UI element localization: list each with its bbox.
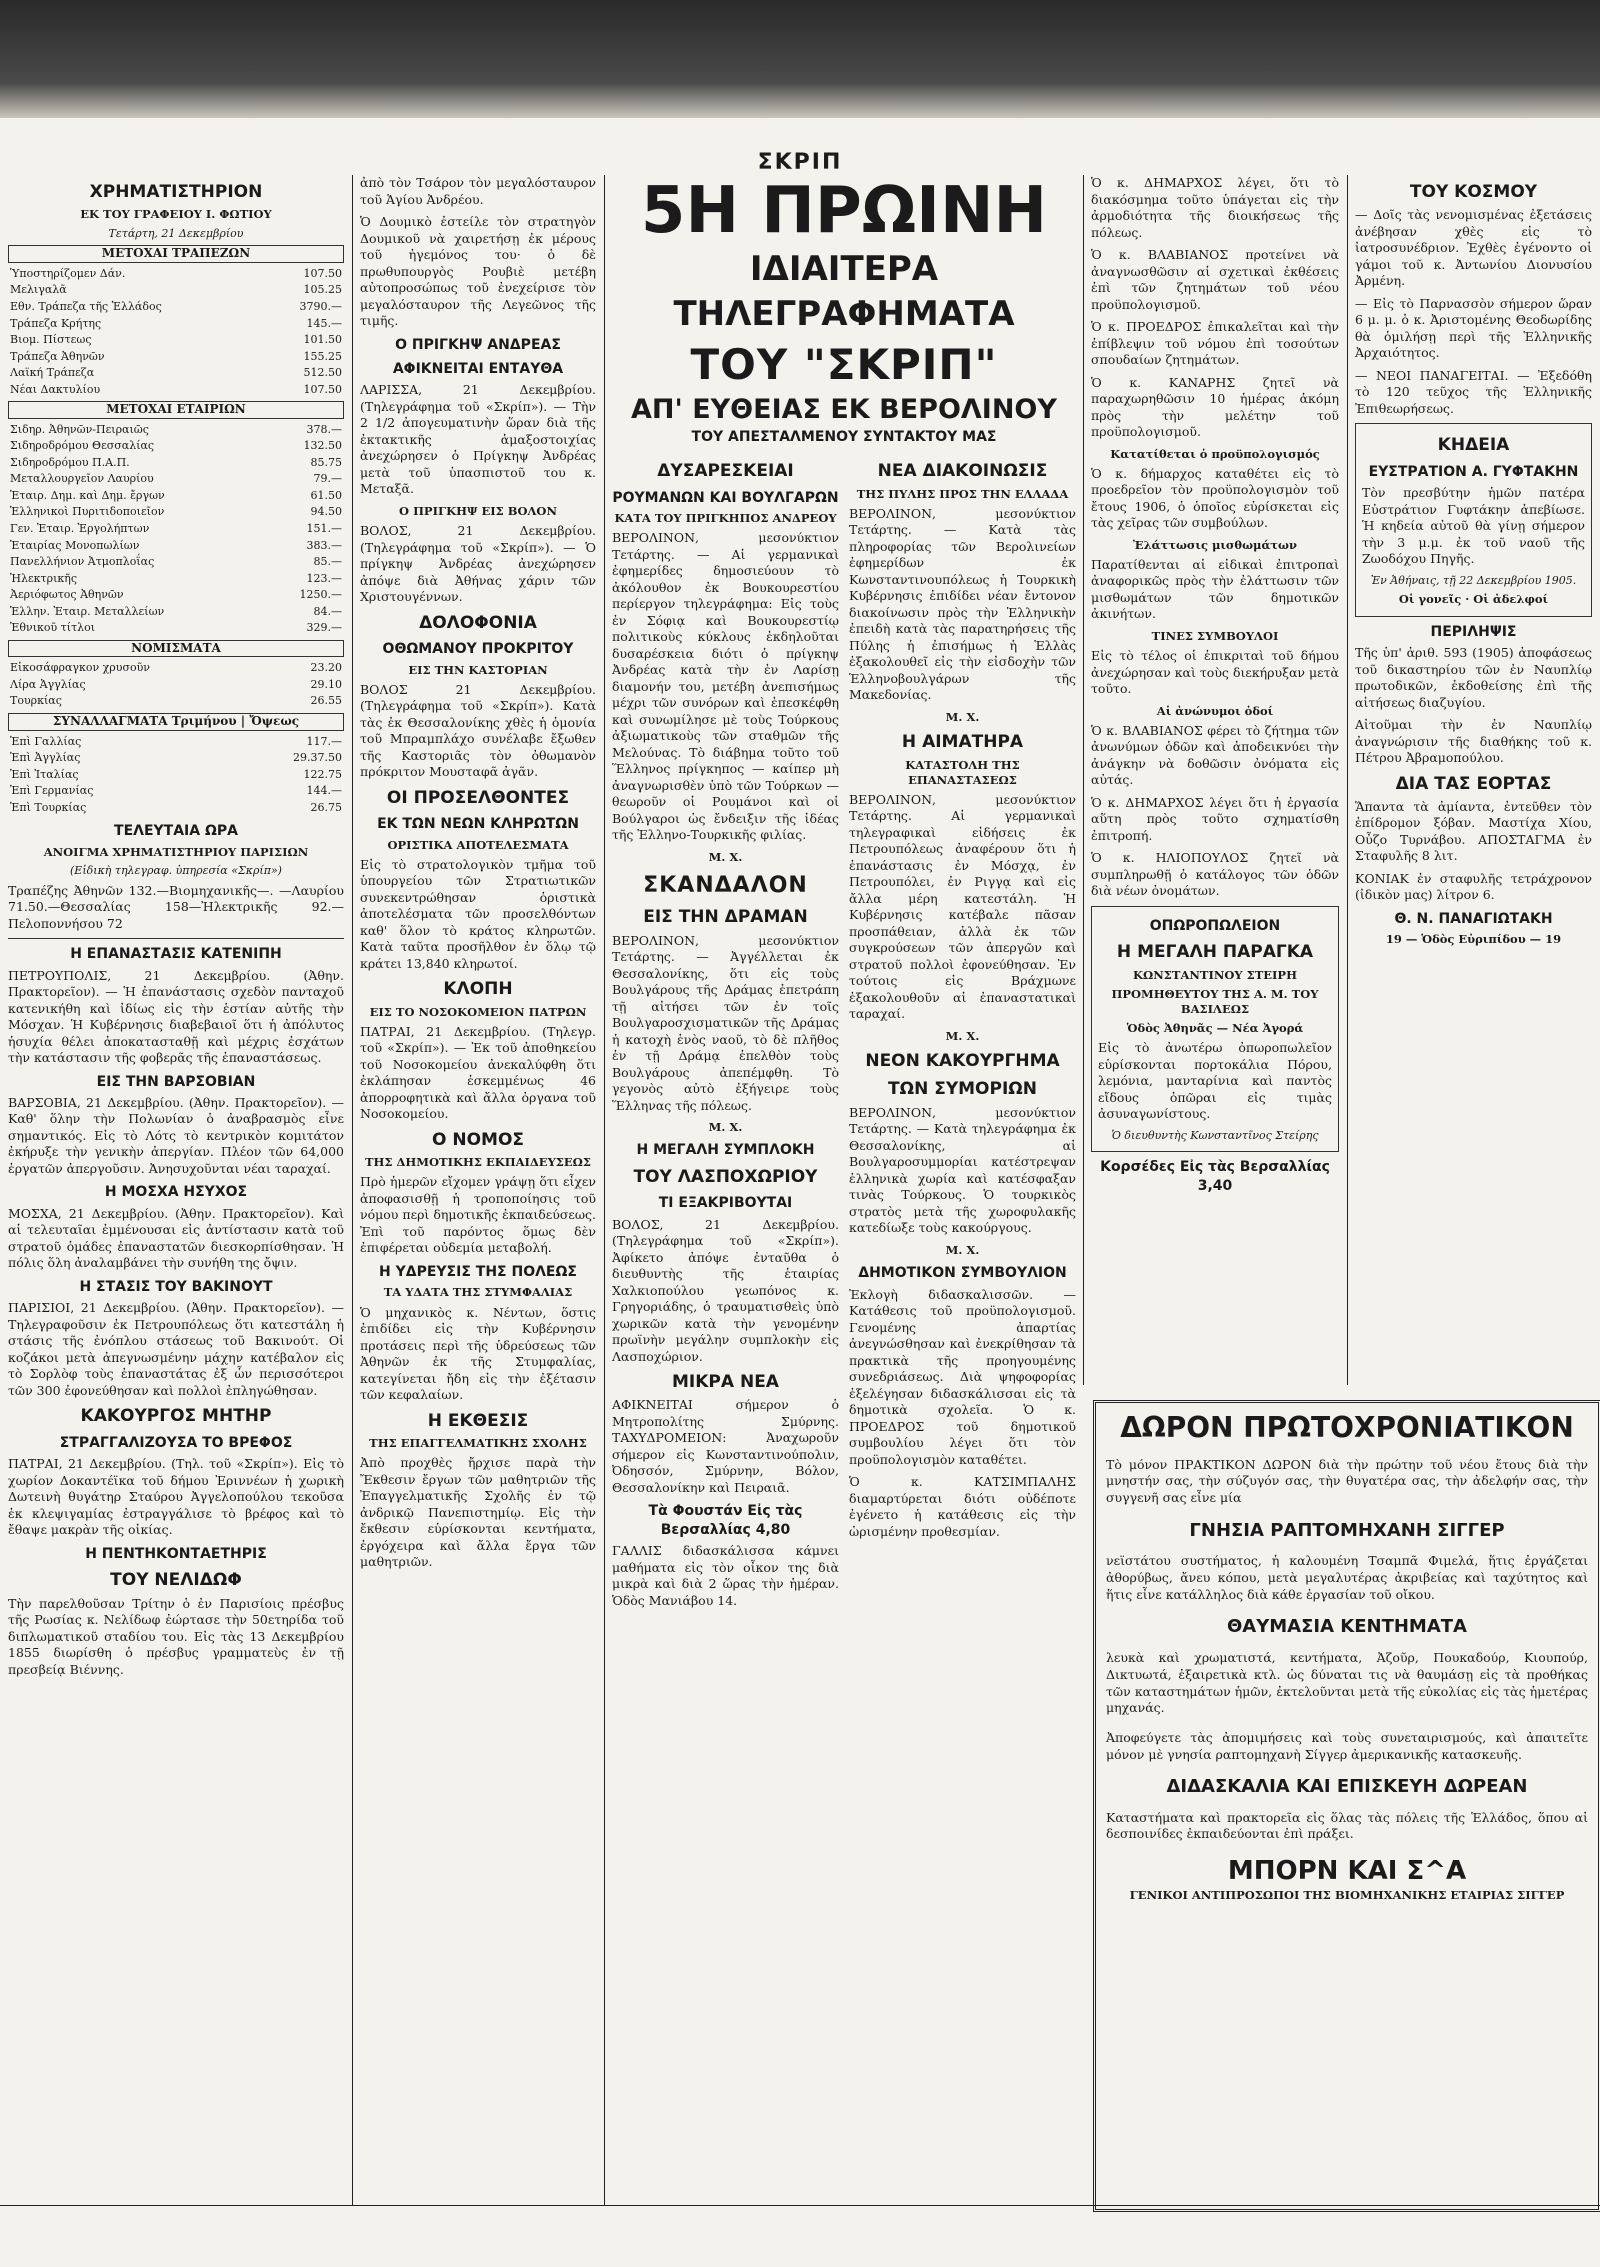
- article-body: ΑΦΙΚΝΕΙΤΑΙ σήμερον ὁ Μητροπολίτης Σμύρνης. ΤΑΧΥΔΡΟΜΕΙΟΝ: Ἀναχωροῦν σήμερον εἰς Κωνσταντινούπολιν, Ὀδησσόν, Σμύρνην, Βόλον, Θεσσαλονίκην καὶ Πειραιᾶ.: [612, 1397, 839, 1495]
- table-row: Τουρκίας 26.55: [10, 694, 342, 708]
- notice-date: Ἐν Ἀθήναις, τῇ 22 Δεκεμβρίου 1905.: [1370, 573, 1577, 587]
- table-row: Ἠλεκτρικῆς 123.—: [10, 571, 342, 585]
- table-row: Ἑλλην. Ἐταιρ. Μεταλλείων 84.—: [10, 604, 342, 618]
- headline: ΚΛΟΠΗ: [443, 979, 513, 1000]
- article-body: Ὁ μηχανικὸς κ. Νέντων, ὅστις ἐπιδίδει εἰς τὴν Κυβέρνησιν προτάσεις περὶ τῆς ὑδρεύσεως τῶν Ἀθηνῶν ἐκ τῆς Στυμφαλίας, κατεγίνεται ἤδη εἰς τὴν ἐξέτασιν τῶν κεφαλαίων.: [360, 1304, 596, 1403]
- subheadline: ΤΑ ΥΔΑΤΑ ΤΗΣ ΣΤΥΜΦΑΛΙΑΣ: [383, 1285, 573, 1300]
- shop-address: 19 — Ὁδὸς Εὐριπίδου — 19: [1385, 932, 1562, 947]
- headline: ΔΙΑ ΤΑΣ ΕΟΡΤΑΣ: [1395, 773, 1552, 794]
- subheadline: ΤΗΣ ΠΥΛΗΣ ΠΡΟΣ ΤΗΝ ΕΛΛΑΔΑ: [856, 486, 1069, 501]
- article-body: Ὁ κ. ΠΡΟΕΔΡΟΣ ἐπικαλεῖται καὶ τὴν ἐπίβλεψιν τοῦ νόμου ἐπὶ τοσούτων σπουδαίων ζητημάτων.: [1091, 319, 1339, 367]
- ad-title: ΔΩΡΟΝ ΠΡΩΤΟΧΡΟΝΙΑΤΙΚΟΝ: [1120, 1411, 1574, 1444]
- deceased-name: ΕΥΣΤΡΑΤΙΟΝ Α. ΓΥΦΤΑΚΗΝ: [1368, 463, 1579, 480]
- article-body: Ὁ κ. ΒΛΑΒΙΑΝΟΣ προτείνει νὰ ἀναγνωσθῶσιν αἱ σχετικαὶ ἐκθέσεις ἐπὶ τῶν ζητημάτων τοῦ νέου προϋπολογισμοῦ.: [1091, 247, 1339, 312]
- subheadline: ΤΙΝΕΣ ΣΥΜΒΟΥΛΟΙ: [1151, 628, 1279, 643]
- headline: Ο ΝΟΜΟΣ: [431, 1129, 525, 1150]
- table-row: Εθν. Τράπεζα τῆς Ἑλλάδος 3790.—: [10, 299, 342, 313]
- table-row: Ἐπὶ Γαλλίας 117.—: [10, 734, 342, 748]
- article-body: ΒΟΛΟΣ 21 Δεκεμβρίου. (Τηλεγράφημα τοῦ «Σκρίπ»). Κατὰ τὰς ἐκ Θεσσαλονίκης χθὲς ἡ ὁμονία τοῦ Μπραμπλάχο συνέλαβε ἔξωθεν τῆς Καστοριᾶς τὸν ὀθωμανὸν πρόκριτον Μουσταφᾶ ἀγᾶν.: [360, 681, 596, 780]
- article-body: ΠΑΤΡΑΙ, 21 Δεκεμβρίου. (Τηλεγρ. τοῦ «Σκρίπ»). — Ἐκ τοῦ ἀποθηκείου τοῦ Νοσοκομείου ἀνεκαλύφθη ὅτι ἐκλάπησαν ἐσκεμμένως 46 ἀπορροφητικὰ καὶ ἄλλα ὀργανα τοῦ Νοσοκομείου.: [360, 1023, 596, 1122]
- ad-title: ΟΠΩΡΟΠΩΛΕΙΟΝ: [1149, 917, 1281, 934]
- shop-name: Θ. Ν. ΠΑΝΑΓΙΩΤΑΚΗ: [1394, 910, 1553, 927]
- subheadline: ΕΙΣ ΤΟ ΝΟΣΟΚΟΜΕΙΟΝ ΠΑΤΡΩΝ: [369, 1004, 587, 1019]
- article-body: — ΝΕΟΙ ΠΑΝΑΓΕΙΤΑΙ. — Ἐξεδόθη τὸ 120 τεῦχος τῆς Ἑλληνικῆς Ἐπιθεωρήσεως.: [1355, 367, 1592, 416]
- ad-body: νεϊστάτου συστήματος, ἡ καλουμένη Τσαμπᾶ Φιμελά, ἥτις ἐργάζεται ἀθορύβως, ἄνευ κόπου, μετὰ μεγαλυτέρας ἀκριβείας καὶ ταχύτητος καὶ ἥτις εἶνε κατάλληλος διὰ κάθε ἐργασίαν τοῦ οἴκου.: [1106, 1553, 1588, 1602]
- headline: Η ΥΔΡΕΥΣΙΣ ΤΗΣ ΠΟΛΕΩΣ: [379, 1263, 577, 1280]
- section-title: ΙΔΙΑΙΤΕΡΑ ΤΗΛΕΓΡΑΦΗΜΑΤΑ: [673, 249, 1015, 334]
- ad-brand-subtitle: ΓΕΝΙΚΟΙ ΑΝΤΙΠΡΟΣΩΠΟΙ ΤΗΣ ΒΙΟΜΗΧΑΝΙΚΗΣ ΕΤΑΙΡΙΑΣ ΣΙΓΓΕΡ: [1129, 1887, 1565, 1902]
- column-rule: [1083, 175, 1084, 1385]
- headline: ΤΟΥ ΚΟΣΜΟΥ: [1409, 182, 1538, 202]
- table-row: Ἐταιρ. Δημ. καὶ Δημ. ἔργων 61.50: [10, 488, 342, 502]
- headline: ΝΕΟΝ ΚΑΚΟΥΡΓΗΜΑ: [865, 1051, 1060, 1072]
- article-body: ΒΟΛΟΣ, 21 Δεκεμβρίου. (Τηλεγράφημα τοῦ «Σκρίπ»). Ἀφίκετο ἀπόψε ἐνταῦθα ὁ διευθυντὴς τῆς ἑταιρίας Χαλκιοπούλου γεωπόνος κ. Γρηγοριάδης, ὁ τραυματισθεὶς ὑπὸ χωρικῶν κατὰ τὴν γενομένην πρωϊνὴν μεγάλην συμπλοκὴν εἰς Λασποχώριον.: [612, 1216, 839, 1364]
- headline: ΟΙ ΠΡΟΣΕΛΘΟΝΤΕΣ: [386, 787, 570, 808]
- ad-body: λευκὰ καὶ χρωματιστά, κεντήματα, Ἀζοῦρ, Πουκαδούρ, Κιουπούρ, Δικτυωτά, ἐξαιρετικὰ κτλ. ὡς δύναται τις νὰ θαυμάσῃ εἰς τὰ προθήκας τῶν καταστημάτων ἡμῶν, ἐκτελοῦνται μετὰ τῆς εὐκολίας εἰς τὰς ἡμετέρας μηχανάς.: [1106, 1649, 1588, 1716]
- table-row: Τράπεζα Κρήτης 145.—: [10, 316, 342, 330]
- classified-ad: ΓΑΛΛΙΣ διδασκάλισσα κάμνει μαθήματα εἰς τὸν οἶκον της διὰ μικρὰ καὶ διὰ 2 ὥρας τὴν ἡμέραν. Ὁδὸς Μανιάβου 14.: [612, 1543, 839, 1608]
- article-body: — Εἰς τὸ Παρνασσὸν σήμερον ὥραν 6 μ. μ. ὁ κ. Ἀριστομένης Θεοδωρίδης θὰ ὁμιλήσῃ περὶ τῆς Ἑλληνικῆς Ἀρχαιότητος.: [1355, 295, 1592, 361]
- article-body: Πρὸ ἡμερῶν εἴχομεν γράψῃ ὅτι εἶχεν ἀποφασισθῇ ἡ τροποποίησις τοῦ νόμου περὶ δημοτικῆς ἐκπαιδεύσεως. Ἐπὶ τοῦ παρόντος ὅμως δὲν ἐπιφέρεται οὐδεμία μεταβολή.: [360, 1174, 596, 1256]
- subheadline: Ἐλάττωσις μισθωμάτων: [1133, 537, 1297, 552]
- table-row: Εἰκοσάφραγκον χρυσοῦν 23.20: [10, 661, 342, 675]
- byline: Μ. Χ.: [708, 1120, 743, 1134]
- companies-table: [8, 422, 344, 637]
- article-body: Παρατίθενται αἱ εἰδικαὶ ἐπιτροπαὶ ἀναφορικῶς πρὸς τὴν ἐλάττωσιν τῶν μισθωμάτων τῶν δημοτικῶν ἀκινήτων.: [1091, 556, 1339, 622]
- table-row: Ἐθνικοῦ τίτλοι 329.—: [10, 621, 342, 635]
- center-right-column: [849, 454, 1076, 1615]
- table-row: Πανελλήνιον Ἀτμοπλοΐας 85.—: [10, 555, 342, 569]
- table-row: Σιδηρ. Ἀθηνῶν-Πειραιῶς 378.—: [10, 422, 342, 436]
- article-body: ΠΑΡΙΣΙΟΙ, 21 Δεκεμβρίου. (Ἀθην. Πρακτορεῖον). — Τηλεγραφοῦσιν ἐκ Πετρουπόλεως ὅτι κατεστάλη ἡ στάσις τῆς ἐνόπλου στάσεως τοῦ Βακινούτ. Οἱ κοζάκοι μετὰ ἀπεγνωσμένην μάχην κατέβαλον εἰς τὸ Σορλὸφ τοὺς ἐπαναστάτας ἐξ ὧν περισσότεροι τῶν 300 ἐφονεύθησαν καὶ πολλοὶ ἐπληγώθησαν.: [8, 1300, 344, 1398]
- exchange-subtitle: ΕΚ ΤΟΥ ΓΡΑΦΕΙΟΥ Ι. ΦΩΤΙΟΥ: [80, 207, 272, 222]
- subheadline: ΑΦΙΚΝΕΙΤΑΙ ΕΝΤΑΥΘΑ: [392, 360, 564, 377]
- article-body: Εἰς τὸ στρατολογικὸν τμῆμα τοῦ ὑπουργείου τῶν Στρατιωτικῶν συνεκεντρώθησαν ὁριστικὰ ἀποτελέσματα τῶν προσελθόντων καθ' ὅλον τὸ κράτος κληρωτῶν. Κατὰ ταῦτα προσῆλθον ἐν ὅλῳ τῷ κράτει 13,840 κληρωτοί.: [360, 856, 596, 971]
- coins-table: [8, 660, 344, 710]
- ad-body: Εἰς τὸ ἀνωτέρω ὀπωροπωλεῖον εὑρίσκονται πορτοκάλια Πόρου, λεμόνια, μανταρίνια καὶ παντὸς εἴδους ὀπῶραι εἰς τιμὰς ἀσυναγωνίστους.: [1098, 1040, 1332, 1122]
- fx-heading: ΣΥΝΑΛΛΑΓΜΑΤΑ Τριμήνου | Ὄψεως: [8, 713, 344, 731]
- subheadline: ΟΡΙΣΤΙΚΑ ΑΠΟΤΕΛΕΣΜΑΤΑ: [387, 837, 569, 852]
- article-body: — Δοῖς τὰς νενομισμένας ἐξετάσεις ἀνέβησαν χθὲς εἰς τὸ ἰατροσυνέδριον. Ἐχθὲς ἐγένοντο οἱ γάμοι τοῦ κ. Ἀντωνίου Διονυσίου Ἀρμένη.: [1355, 207, 1592, 289]
- exchange-title: ΧΡΗΜΑΤΙΣΤΗΡΙΟΝ: [89, 182, 263, 202]
- fx-table: [8, 734, 344, 817]
- article-body: ΠΕΤΡΟΥΠΟΛΙΣ, 21 Δεκεμβρίου. (Ἀθην. Πρακτορεῖον). — Ἡ ἐπανάστασις σχεδὸν πανταχοῦ κατενικήθη καὶ ἰδίως εἰς τὴν ἑστίαν αὐτῆς τὴν Μόσχαν. Ἡ Κυβέρνησις διαβεβαιοῖ ὅτι ἡ ἀπόλυτος ἡσυχία θέλει ἀποκατασταθῇ καὶ μέχρις ἐσχάτων τὴν κατάστασιν τῆς φοβερᾶς τῆς ἐπαναστάσεως.: [8, 967, 344, 1066]
- coins-heading: ΝΟΜΙΣΜΑΤΑ: [8, 640, 344, 658]
- article-body: ΒΟΛΟΣ, 21 Δεκεμβρίου. (Τηλεγράφημα τοῦ «Σκρίπ»). — Ὁ πρίγκηψ Ἀνδρέας ἀνεχώρησεν ἀπόψε διὰ Ἀθήνας χάριν τῶν Χριστουγέννων.: [360, 523, 596, 605]
- table-row: Ἑλληνικοὶ Πυριτιδοποιεῖον 94.50: [10, 505, 342, 519]
- subheadline: ΤΟΥ ΛΑΣΠΟΧΩΡΙΟΥ: [633, 1166, 818, 1187]
- subheadline: ΤΩΝ ΣΥΜΟΡΙΩΝ: [888, 1079, 1037, 1100]
- article-body: ΛΑΡΙΣΣΑ, 21 Δεκεμβρίου. (Τηλεγράφημα τοῦ «Σκρίπ»). — Τὴν 2 1/2 ἀπογευματινὴν ὥραν διὰ τῆς ἐκτακτικῆς ἁμαξοστοιχίας ἀνεχώρησεν ὁ Πρίγκηψ Ἀνδρέας μετὰ τοῦ ὑπασπιστοῦ του κ. Μεταξᾶ.: [360, 382, 596, 497]
- article-body: Ὁ κ. ΔΗΜΑΡΧΟΣ λέγει, ὅτι τὸ διακόσμημα τοῦτο ὑπάγεται εἰς τὴν ἀρμοδιότητα τῆς διοικήσεως τῆς πόλεως.: [1091, 175, 1339, 240]
- article-body: Τῆς ὑπ' ἀριθ. 593 (1905) ἀποφάσεως τοῦ δικαστηρίου τῶν ἐν Ναυπλίῳ πρωτοδικῶν, ἐκδοθείσης ἐπὶ τῆς αἰτήσεως διαζυγίου.: [1355, 645, 1592, 710]
- table-row: Ἐπὶ Ἀγγλίας 29.37.50: [10, 751, 342, 765]
- headline: ΜΙΚΡΑ ΝΕΑ: [672, 1372, 779, 1393]
- scanned-top-edge: [0, 0, 1600, 118]
- subheadline: ΤΗΣ ΔΗΜΟΤΙΚΗΣ ΕΚΠΑΙΔΕΥΣΕΩΣ: [364, 1155, 592, 1170]
- table-row: Νέαι Δακτυλίου 107.50: [10, 382, 342, 396]
- last-hour-body: Τραπέζης Ἀθηνῶν 132.—Βιομηχανικῆς—. —Λαυρίου 71.50.—Θεσσαλίας 158—Ἠλεκτρικῆς 92.— Πελοποννήσου 72: [8, 882, 344, 931]
- article-body: Ὁ κ. ΔΗΜΑΡΧΟΣ λέγει ὅτι ἡ ἐργασία αὕτη πρὸς τοῦτο σχηματίσθη ἐπιτροπή.: [1091, 794, 1339, 843]
- ad-heading: ΘΑΥΜΑΣΙΑ ΚΕΝΤΗΜΑΤΑ: [1226, 1616, 1467, 1638]
- masthead: ΣΚΡΙΠ: [757, 150, 843, 175]
- article-body: ΒΕΡΟΛΙΝΟΝ, μεσονύκτιον Τετάρτης. — Αἱ γερμανικαὶ ἐφημερίδες δημοσιεύουν τὸ ἀκόλουθον ἐκ Βουκουρεστίου περίεργον τηλεγράφημα: Εἰς τοὺς ἐν Σόφιᾳ καὶ Βουκουρεστίῳ πολιτικοὺς κύκλους ἐκδηλοῦται δυσαρέσκεια διότι ὁ πρίγκηψ Ἀνδρέας κατὰ τὴν ἐν Λαρίσῃ διαμονήν του, μετέβη ἀνεπισήμως μέχρι τῶν συνόρων καὶ ἐπεσκέφθη καὶ συνωμίλησε μὲ τοὺς Τούρκους ἀξιωματικοὺς τῶν σταθμῶν τῆς Μελούνας. Τὸ διάβημα τοῦτο τοῦ Ἕλληνος πρίγκηπος — καίπερ μὴ ἀναγνωρισθὲν ὑπὸ τῶν Τούρκων — θεωροῦν οἱ Ρουμάνοι καὶ οἱ Βούλγαροι ὡς ἔνδειξιν τῆς ἰδέας τῆς Ἑλληνο-Τουρκικῆς φιλίας.: [612, 530, 839, 843]
- section-title: ΤΟΥ "ΣΚΡΙΠ": [690, 339, 998, 389]
- byline: Μ. Χ.: [945, 1028, 980, 1043]
- headline: ΠΕΡΙΛΗΨΙΣ: [1430, 623, 1517, 640]
- article-body: ΒΕΡΟΛΙΝΟΝ, μεσονύκτιον Τετάρτης. — Κατὰ τηλεγράφημα ἐκ Θεσσαλονίκης, αἱ Βουλγαροσυμμορίαι κατέστρεψαν ἑλληνικὰ χωρία καὶ κατέσφαξαν τινὰς Τούρκους. Ὁ τουρκικὸς στρατὸς μετὰ τῆς χωροφυλακῆς κατεδίωξε τοὺς κακούργους.: [849, 1104, 1076, 1236]
- column-1: [8, 175, 344, 1684]
- headline: Η ΜΟΣΧΑ ΗΣΥΧΟΣ: [104, 1184, 248, 1201]
- article-body: ΜΟΣΧΑ, 21 Δεκεμβρίου. (Ἀθην. Πρακτορεῖον). Καὶ αἱ τελευταῖαι ἐμμένουσαι εἰς ἀντίστασιν κατὰ τοῦ στρατοῦ ὁμάδες ἐπαναστατῶν διεσκορπίσθησαν. Ἡ πόλις ὅλη ἀναλαμβάνει τὴν συνήθη της ὄψιν.: [8, 1205, 344, 1271]
- subheadline: ΚΑΤΑΣΤΟΛΗ ΤΗΣ ΕΠΑΝΑΣΤΑΣΕΩΣ: [905, 757, 1020, 787]
- subheadline: Κατατίθεται ὁ προϋπολογισμός: [1110, 446, 1320, 461]
- headline: Ο ΠΡΙΓΚΗΨ ΑΝΔΡΕΑΣ: [395, 336, 561, 353]
- article-body: Ἅπαντα τὰ ἀμίαντα, ἐντεῦθεν τὸν ἐπίδρομον ξόβαν. Μαστίχα Χίου, Οὖζο Τυρνάβου. ΑΠΟΣΤΑΓΜΑ ἐν Σταφυλῆς 8 λιτ.: [1355, 798, 1592, 864]
- article-body: Ὁ κ. ΗΛΙΟΠΟΥΛΟΣ ζητεῖ νὰ συμπληρωθῇ ὁ κατάλογος τῶν ὁδῶν διὰ νέων ὀνομάτων.: [1091, 850, 1339, 899]
- table-row: Σιδηροδρόμου Θεσσαλίας 132.50: [10, 439, 342, 453]
- table-row: Ὑποστηρίζομεν Δάν. 107.50: [10, 266, 342, 280]
- headline: ΣΚΑΝΔΑΛΟΝ: [643, 873, 808, 899]
- subheadline: ΤΙ ΕΞΑΚΡΙΒΟΥΤΑΙ: [658, 1195, 793, 1212]
- fruit-shop-ad: [1091, 906, 1339, 1153]
- table-row: Σιδηροδρόμου Π.Α.Π. 85.75: [10, 455, 342, 469]
- headline: ΚΑΚΟΥΡΓΟΣ ΜΗΤΗΡ: [80, 1406, 272, 1427]
- headline: ΔΟΛΟΦΟΝΙΑ: [419, 612, 537, 633]
- ad-heading: ΔΙΔΑΣΚΑΛΙΑ ΚΑΙ ΕΠΙΣΚΕΥΗ ΔΩΡΕΑΝ: [1166, 1776, 1528, 1797]
- article-body: ΒΕΡΟΛΙΝΟΝ, μεσονύκτιον Τετάρτης. — Ἀγγέλλεται ἐκ Θεσσαλονίκης, ὅτι εἰς τοὺς Βουλγάρους τῆς Δράμας ἐπετράπη τῇ αἰτήσει τῶν ἐν τοῖς Βουλγαροσχισματικῶν τῆς Δράμας ἡ κατοχὴ ἑνὸς ναοῦ, τὸ δὲ πλῆθος ἐν τῇ Δράμᾳ ἐπελθὸν τοὺς Βουλγάρους ἀπεπέμφθη. Τὸ γεγονὸς αὐτὸ ἐξήγειρε τοὺς Ἕλληνας τῆς πόλεως.: [612, 932, 839, 1113]
- headline: Η ΣΤΑΣΙΣ ΤΟΥ ΒΑΚΙΝΟΥΤ: [79, 1278, 273, 1295]
- table-row: Ἐπὶ Τουρκίας 26.75: [10, 800, 342, 814]
- last-hour-note: (Εἰδικὴ τηλεγραφ. ὑπηρεσία «Σκρίπ»): [70, 864, 282, 878]
- column-rule: [1347, 175, 1348, 1385]
- headline: ΕΙΣ ΤΗΝ ΒΑΡΣΟΒΙΑΝ: [96, 1073, 256, 1090]
- ad-brand: ΜΠΟΡΝ ΚΑΙ Σ^Α: [1227, 1855, 1467, 1886]
- column-5: [1355, 175, 1592, 952]
- section-title: ΑΠ' ΕΥΘΕΙΑΣ ΕΚ ΒΕΡΟΛΙΝΟΥ: [631, 394, 1057, 426]
- table-row: Ἐταιρίας Μονοπωλίων 383.—: [10, 538, 342, 552]
- column-2: [360, 175, 596, 1577]
- ad-owner: ΚΩΝΣΤΑΝΤΙΝΟΥ ΣΤΕΙΡΗ: [1133, 967, 1297, 982]
- article-body: ΚΟΝΙΑΚ ἐν σταφυλῆς τετράχρονον (ἰδικὸν μας) λίτρον 6.: [1355, 870, 1592, 903]
- notice-signature: Οἱ γονεῖς · Οἱ ἀδελφοί: [1398, 592, 1549, 607]
- article-body: Τὴν παρελθοῦσαν Τρίτην ὁ ἐν Παρισίοις πρέσβυς τῆς Ρωσίας κ. Νελίδωφ ἐώρτασε τὴν 50ετηρίδα τοῦ διπλωματικοῦ σταδίου του. Εἰς τὰς 13 Δεκεμβρίου 1855 διωρίσθη ὁ πρέσβυς γραμματεὺς ἐν τῇ πρεσβείᾳ Βιέννης.: [8, 1595, 344, 1677]
- subheadline: ΤΟΥ ΝΕΛΙΔΩΦ: [110, 1570, 242, 1591]
- ad-name: Η ΜΕΓΑΛΗ ΠΑΡΑΓΚΑ: [1116, 942, 1314, 963]
- ad-body: Τὸ μόνον ΠΡΑΚΤΙΚΟΝ ΔΩΡΟΝ διὰ τὴν πρώτην τοῦ νέου ἔτους διὰ τὴν μνηστήν σας, τὴν σύζυγόν σας, τὴν θυγατέρα σας, τὴν ἀδελφήν σας, τὴν συγγενῆ σας εἶνε μία: [1106, 1456, 1588, 1506]
- article-body: ΠΑΤΡΑΙ, 21 Δεκεμβρίου. (Τηλ. τοῦ «Σκρίπ»). Εἰς τὸ χωρίον Δοκαντέϊκα τοῦ δήμου Ἐριννέων ἡ χωρικὴ Δωτεινὴ θυγάτηρ Σταύρου Ἀγγελοπούλου τεκοῦσα ἐκ κλεψιγαμίας ἐστραγγάλισε τὸ βρέφος καὶ τὸ ἔθαψε μακρὰν τῆς οἰκίας.: [8, 1456, 344, 1538]
- article-body: Ἀπὸ προχθὲς ἤρχισε παρὰ τὴν Ἔκθεσιν ἔργων τῶν μαθητριῶν τῆς Ἐπαγγελματικῆς Σχολῆς ἐν τῷ ἀνδρικῷ Πανεπιστημίῳ. Εἰς τὴν ἔκθεσιν εὑρίσκονται κεντήματα, ἐργόχειρα καὶ ἄλλα ἔργα τῶν μαθητριῶν.: [360, 1455, 596, 1570]
- table-row: Ἐπὶ Ἰταλίας 122.75: [10, 767, 342, 781]
- table-row: Βιομ. Πίστεως 101.50: [10, 333, 342, 347]
- subheadline: ΕΙΣ ΤΗΝ ΚΑΣΤΟΡΙΑΝ: [408, 662, 548, 677]
- ad-body: Ἀποφεύγετε τὰς ἀπομιμήσεις καὶ τοὺς συνεταιρισμούς, καὶ ἀπαιτεῖτε μόνον μὲ γνησία ραπτομηχανὴ Σίγγερ ἀμερικανικῆς κατασκευῆς.: [1106, 1729, 1588, 1762]
- ad-address: Ὁδὸς Ἀθηνᾶς — Νέα Ἀγορά: [1126, 1021, 1304, 1036]
- section-title: ΤΟΥ ΑΠΕΣΤΑΛΜΕΝΟΥ ΣΥΝΤΑΚΤΟΥ ΜΑΣ: [691, 428, 997, 445]
- subheadline: ΟΘΩΜΑΝΟΥ ΠΡΟΚΡΙΤΟΥ: [382, 641, 574, 658]
- table-row: Λαϊκή Τράπεζα 512.50: [10, 366, 342, 380]
- column-rule: [352, 175, 353, 2205]
- headline: Η ΕΚΘΕΣΙΣ: [427, 1410, 529, 1431]
- article-body: Ὁ Δουμικὸ ἐστείλε τὸν στρατηγὸν Δουμικοῦ νὰ χαιρετήσῃ ἐκ μέρους τοῦ ἡγεμόνος του· ὁ δὲ πρωθυπουργὸς Ρουβιὲ μετέβη αὐτοπροσώπως τοῦ ἐνεχείρισε τὸν μεγαλόσταυρον τῆς Λεγεῶνος τῆς τιμῆς.: [360, 214, 596, 328]
- subheadline: ΤΗΣ ΕΠΑΓΓΕΛΜΑΤΙΚΗΣ ΣΧΟΛΗΣ: [369, 1436, 587, 1451]
- ad-subtitle: ΠΡΟΜΗΘΕΥΤΟΥ ΤΗΣ Α. Μ. ΤΟΥ ΒΑΣΙΛΕΩΣ: [1111, 986, 1319, 1016]
- article-body: Ὁ κ. ΚΑΤΣΙΜΠΑΛΗΣ διαμαρτύρεται διότι οὐδέποτε ἐγένετο ἡ κατάθεσις εἰς τὴν ὡρισμένην προθεσμίαν.: [849, 1474, 1076, 1539]
- table-row: Ἐπὶ Γερμανίας 144.—: [10, 784, 342, 798]
- edition-banner: 5Η ΠΡΩΙΝΗ: [640, 174, 1048, 248]
- subheadline: Αἱ ἀνώνυμοι ὁδοί: [1156, 703, 1274, 718]
- ad-signature: Ὁ διευθυντὴς Κωνσταντῖνος Στείρης: [1111, 1128, 1319, 1142]
- last-hour-subheading: ΑΝΟΙΓΜΑ ΧΡΗΜΑΤΙΣΤΗΡΙΟΥ ΠΑΡΙΣΙΩΝ: [43, 844, 309, 859]
- byline: Μ. Χ.: [945, 709, 980, 724]
- column-rule: [604, 175, 605, 2205]
- banks-table: [8, 266, 344, 398]
- center-left-column: [612, 454, 839, 1615]
- table-row: Ἀεριόφωτος Ἀθηνῶν 1250.—: [10, 588, 342, 602]
- headline: ΝΕΑ ΔΙΑΚΟΙΝΩΣΙΣ: [877, 461, 1048, 482]
- subheadline: ΣΤΡΑΓΓΑΛΙΖΟΥΣΑ ΤΟ ΒΡΕΦΟΣ: [59, 1434, 293, 1451]
- article-body: Ὁ κ. ΒΛΑΒΙΑΝΟΣ φέρει τὸ ζήτημα τῶν ἀνωνύμων ὁδῶν καὶ ἀποδεικνύει τὴν ἀνάγκην νὰ δοθῶσιν ὀνόματα εἰς αὐτάς.: [1091, 722, 1339, 788]
- article-body: Αἰτοῦμαι τὴν ἐν Ναυπλίῳ ἀναγνώρισιν τῆς διαθήκης τοῦ κ. Πέτρου Ἀβραμοπούλου.: [1355, 717, 1592, 765]
- headline: ΔΗΜΟΤΙΚΟΝ ΣΥΜΒΟΥΛΙΟΝ: [858, 1265, 1067, 1282]
- table-row: Μελιγαλᾶ 105.25: [10, 283, 342, 297]
- byline: Μ. Χ.: [945, 1242, 980, 1257]
- article-body: Ὁ κ. ΚΑΝΑΡΗΣ ζητεῖ νὰ παραχωρηθῶσιν 10 ἡμέρας ἀκόμη πρὸς τὴν μελέτην τοῦ προϋπολογισμοῦ.: [1091, 374, 1339, 439]
- subheadline: ΚΑΤΑ ΤΟΥ ΠΡΙΓΚΗΠΟΣ ΑΝΔΡΕΟΥ: [614, 511, 837, 526]
- article-body: Ἐκλογὴ διδασκαλισσῶν. — Κατάθεσις τοῦ προϋπολογισμοῦ. Γενομένης ἀπαρτίας ἀνεγνώσθησαν καὶ ἐνεκρίθησαν τὰ πρακτικὰ τῆς προηγουμένης συνεδριάσεως. Διὰ ψηφοφορίας ἐξελέγησαν διδασκάλισσαι εἰς τὰ δημοτικὰ σχολεῖα. Ὁ κ. ΠΡΟΕΔΡΟΣ τοῦ δημοτικοῦ συμβουλίου λέγει ὅτι τὸν προϋπολογισμὸν καταθέτει.: [849, 1286, 1076, 1467]
- table-row: Μεταλλουργεῖον Λαυρίου 79.—: [10, 472, 342, 486]
- last-hour-heading: ΤΕΛΕΥΤΑΙΑ ΩΡΑ: [114, 823, 238, 840]
- headline: Η ΑΙΜΑΤΗΡΑ: [901, 732, 1024, 753]
- headline: ΔΥΣΑΡΕΣΚΕΙΑΙ: [657, 461, 794, 482]
- article-body: Εἰς τὸ τέλος οἱ ἐπικριταὶ τοῦ δήμου ἀνεχώρησαν καὶ τοὺς διεκήρυξαν μετὰ τοῦτο.: [1091, 648, 1339, 697]
- table-row: Τράπεζα Ἀθηνῶν 155.25: [10, 349, 342, 363]
- singer-sewing-machine-ad: [1093, 1400, 1600, 2212]
- ad-heading: ΓΝΗΣΙΑ ΡΑΠΤΟΜΗΧΑΝΗ ΣΙΓΓΕΡ: [1189, 1519, 1505, 1541]
- subheadline: Ο ΠΡΙΓΚΗΨ ΕΙΣ ΒΟΛΟΝ: [399, 503, 557, 518]
- article-body: ΒΕΡΟΛΙΝΟΝ, μεσονύκτιον Τετάρτης. Αἱ γερμανικαὶ τηλεγραφικαὶ εἰδήσεις ἐκ Πετρουπόλεως ἀναφέρουν ὅτι ἡ ἐπανάστασις ἐν Μόσχᾳ, ἐν Πετρουπόλει, ἐν Ριγγᾳ καὶ εἰς ἄλλα μέρη κατεστάλη. Ἡ Κυβέρνησις κατέβαλε πᾶσαν προσπάθειαν, ἀλλὰ ἐκ τῶν συγκρούσεων τῶν ἀπεργῶν καὶ στρατοῦ πολλοὶ ἐφονεύθησαν. Ἐν τούτοις εἰς Βράχμωνε ἐξακολουθοῦν αἱ ἐπαναστατικαὶ ταραχαί.: [849, 791, 1076, 1022]
- byline: Μ. Χ.: [708, 849, 743, 864]
- headline: Η ΠΕΝΤΗΚΟΝΤΑΕΤΗΡΙΣ: [85, 1545, 267, 1562]
- banks-heading: ΜΕΤΟΧΑΙ ΤΡΑΠΕΖΩΝ: [8, 245, 344, 263]
- classified-ad: Κορσέδες Εἰς τὰς Βερσαλλίας 3,40: [1100, 1159, 1330, 1194]
- ad-body: Καταστήματα καὶ πρακτορεῖα εἰς ὅλας τὰς πόλεις τῆς Ἑλλάδος, ὅπου αἱ δεσποινίδες ἐκπαιδεύονται ἐπὶ πράξει.: [1106, 1809, 1588, 1842]
- classified-ad: Τὰ Φουστάν Εἰς τὰς Βερσαλλίας 4,80: [648, 1503, 803, 1538]
- notice-title: ΚΗΔΕΙΑ: [1437, 435, 1510, 456]
- notice-body: Τὸν πρεσβύτην ἡμῶν πατέρα Εὐστράτιον Γυφτάκην ἀπεβίωσε. Ἡ κηδεία αὐτοῦ θὰ γίνῃ σήμερον τὴν 3 μ.μ. ἐκ τοῦ ναοῦ τῆς Ζωοδόχου Πηγῆς.: [1362, 485, 1585, 567]
- funeral-notice: [1355, 423, 1592, 616]
- subheadline: ΕΚ ΤΩΝ ΝΕΩΝ ΚΛΗΡΩΤΩΝ: [377, 816, 579, 833]
- companies-heading: ΜΕΤΟΧΑΙ ΕΤΑΙΡΙΩΝ: [8, 401, 344, 419]
- article-body: ΒΑΡΣΟΒΙΑ, 21 Δεκεμβρίου. (Ἀθην. Πρακτορεῖον). — Καθ' ὅλην τὴν Πολωνίαν ὁ ἀναβρασμὸς εἶνε σημαντικός. Εἰς τὸ Λότς τὸ κεντρικὸν κομιτάτον ἐκήρυξε τὴν γενικὴν ἀπεργίαν. Πλέον τῶν 64,000 ἐργατῶν ἀπεργοῦσιν. Ἀνησυχοῦνται νέαι ταραχαί.: [8, 1094, 344, 1176]
- table-row: Γεν. Ἐταιρ. Ἐργολήπτων 151.—: [10, 522, 342, 535]
- article-body: Ὁ κ. δήμαρχος καταθέτει εἰς τὸ προεδρεῖον τὸν προϋπολογισμὸν τοῦ ἔτους 1906, ὁ ὁποῖος εὑρίσκεται εἰς τὰς χεῖρας τῶν συμβούλων.: [1091, 465, 1339, 531]
- subheadline: ΡΟΥΜΑΝΩΝ ΚΑΙ ΒΟΥΛΓΑΡΩΝ: [612, 489, 839, 506]
- headline: Η ΕΠΑΝΑΣΤΑΣΙΣ ΚΑΤΕΝΙΠΗ: [70, 946, 282, 963]
- article-lead: ἀπὸ τὸν Τσάρον τὸν μεγαλόσταυρον τοῦ Ἁγίου Ἀνδρέου.: [360, 175, 596, 207]
- center-column: [612, 175, 1076, 1615]
- exchange-date: Τετάρτη, 21 Δεκεμβρίου: [108, 226, 244, 240]
- headline: Η ΜΕΓΑΛΗ ΣΥΜΠΛΟΚΗ: [636, 1142, 815, 1159]
- article-body: ΒΕΡΟΛΙΝΟΝ, μεσονύκτιον Τετάρτης. — Κατὰ τὰς πληροφορίας τῶν Βερολινείων ἐφημερίδων ἐκ Κωνσταντινουπόλεως ἡ Τουρκικὴ Κυβέρνησις ἐπιδίδει νέαν ἔντονον διακοίνωσιν πρὸς τὴν Ἑλληνικὴν ἐπειδὴ κατὰ τὰς παρατηρήσεις τῆς Πύλης ἡ ἐπισήμως ἡ Ἑλλὰς ἐξακολουθεῖ εἰς τὴν εἰσδοχὴν τῶν Ἑλληνοβουλγάρων τῆς Μακεδονίας.: [849, 505, 1076, 703]
- subheadline: ΕΙΣ ΤΗΝ ΔΡΑΜΑΝ: [643, 907, 808, 928]
- table-row: Λίρα Ἀγγλίας 29.10: [10, 677, 342, 691]
- column-4: [1091, 175, 1339, 1199]
